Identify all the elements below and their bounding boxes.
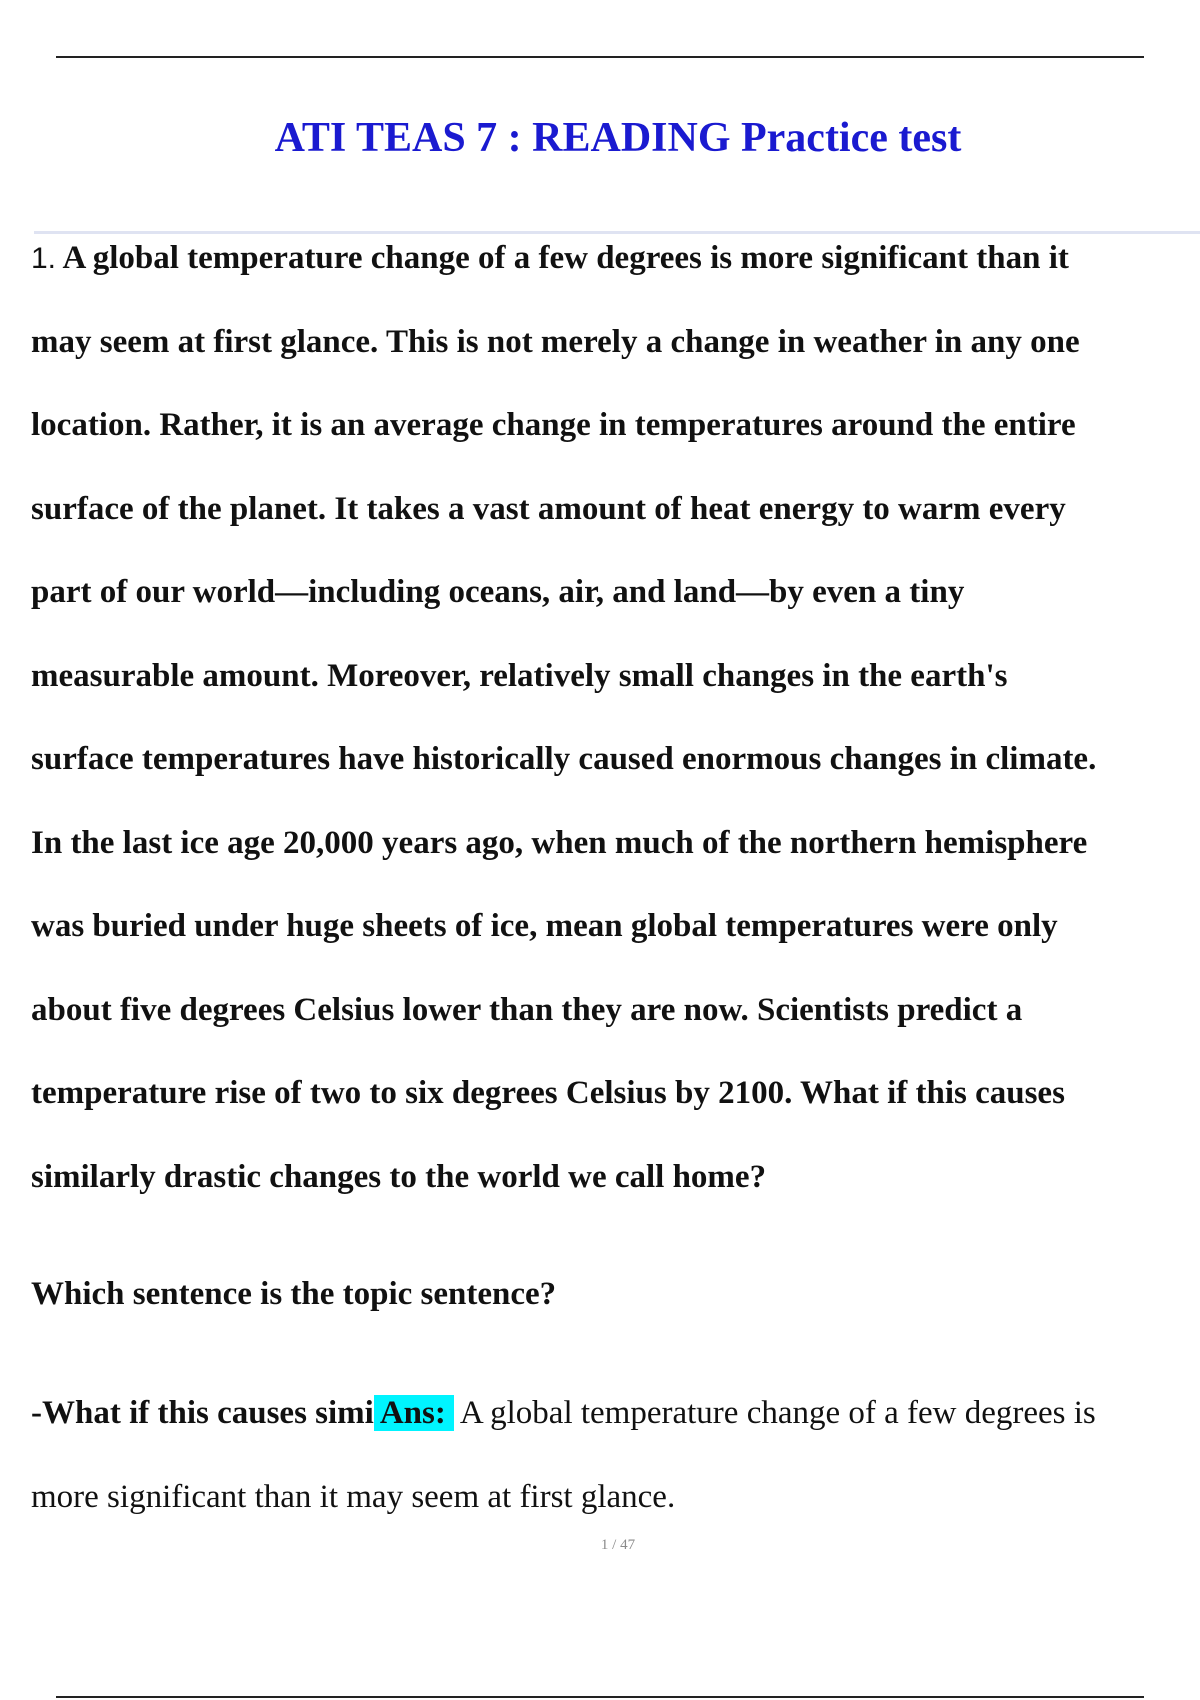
answer-text: A global temperature change of a few degrees is [459,1395,1096,1431]
passage-line: may seem at first glance. This is not merely a change in weather in any one [31,323,1080,360]
passage-line: similarly drastic changes to the world we call home? [31,1158,767,1195]
passage-line: about five degrees Celsius lower than they are now. Scientists predict a [31,991,1023,1028]
selected-option: -What if this causes simi [31,1395,374,1431]
answer-label-highlight: Ans: [374,1395,454,1431]
passage-line: surface temperatures have historically caused enormous changes in climate. [31,741,1097,777]
answer-line-continued: more significant than it may seem at first glance. [31,1478,676,1515]
passage-line: part of our world—including oceans, air, and land—by even a tiny [31,574,965,610]
passage-line: was buried under huge sheets of ice, mean global temperatures were only [31,908,1058,944]
passage-line-text: A global temperature change of a few degrees is more significant than it [62,240,1069,276]
answer-line [31,1383,1200,1467]
answer-block [31,1383,1200,1550]
passage-line: temperature rise of two to six degrees Celsius by 2100. What if this causes [31,1075,1065,1111]
passage-line: measurable amount. Moreover, relatively small changes in the earth's [31,657,1008,694]
passage-line [31,228,1200,312]
page-number: 1 / 47 [600,1537,636,1553]
document-title: ATI TEAS 7 : READING Practice test [274,115,962,161]
question-passage [31,228,1200,1230]
top-rule [56,56,1144,58]
bottom-rule [56,1696,1144,1698]
passage-line: location. Rather, it is an average change in temperatures around the entire [31,407,1076,443]
question-number: 1. [31,242,57,275]
passage-line: surface of the planet. It takes a vast amount of heat energy to warm every [31,490,1066,527]
passage-line: In the last ice age 20,000 years ago, when much of the northern hemisphere [31,824,1088,861]
question-prompt: Which sentence is the topic sentence? [31,1276,557,1312]
